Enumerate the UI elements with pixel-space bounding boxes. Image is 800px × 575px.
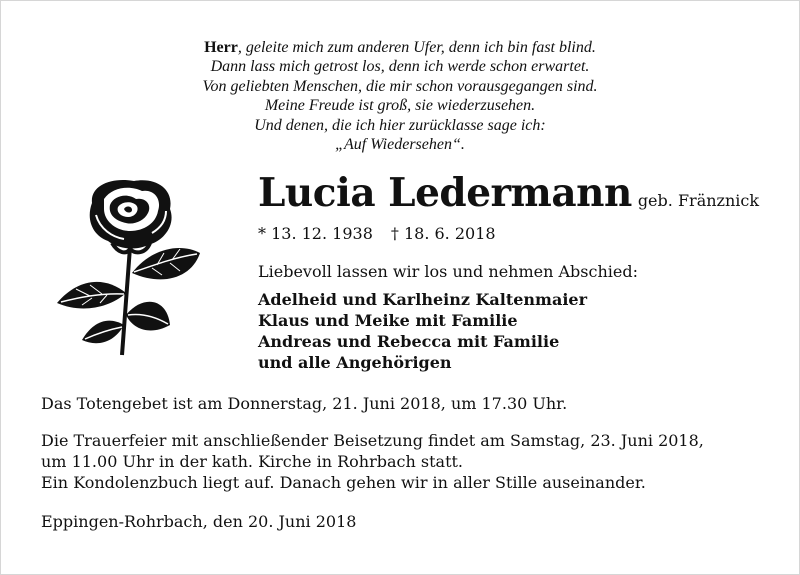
- mourner: und alle Angehörigen: [258, 353, 452, 372]
- place-and-date: [41, 511, 356, 532]
- life-dates: [258, 224, 496, 243]
- mourners-list: [258, 289, 587, 373]
- poem-line-3: Von geliebten Menschen, die mir schon vorausgegangen sind.: [202, 77, 598, 95]
- rose-icon: [52, 175, 212, 360]
- funeral-line-1: Die Trauerfeier mit anschließender Beisetzung findet am Samstag, 23. Juni 2018,: [41, 431, 704, 450]
- poem-line-6: „Auf Wiedersehen“.: [335, 136, 465, 154]
- funeral-line-3: Ein Kondolenzbuch liegt auf. Danach gehen wir in aller Stille auseinander.: [41, 473, 646, 492]
- deceased-name: Lucia Ledermann: [258, 170, 632, 216]
- birth-date: * 13. 12. 1938: [258, 224, 373, 243]
- maiden-name: geb. Fränznick: [637, 191, 760, 210]
- poem-lead-word: Herr: [204, 39, 238, 56]
- prayer-line: Das Totengebet ist am Donnerstag, 21. Juni 2018, um 17.30 Uhr.: [41, 394, 568, 413]
- mourner: Klaus und Meike mit Familie: [258, 311, 518, 330]
- poem: [0, 38, 800, 154]
- funeral-notice: [41, 430, 704, 493]
- poem-line-5: Und denen, die ich hier zurücklasse sage ich:: [254, 116, 546, 134]
- poem-line-1: [0, 38, 800, 57]
- funeral-line-2: um 11.00 Uhr in der kath. Kirche in Rohrbach statt.: [41, 452, 464, 471]
- mourner: Adelheid und Karlheinz Kaltenmaier: [258, 290, 588, 309]
- poem-line-2: Dann lass mich getrost los, denn ich werde schon erwartet.: [210, 58, 590, 76]
- prayer-notice: [41, 393, 567, 414]
- farewell-line: Liebevoll lassen wir los und nehmen Abschied:: [258, 262, 638, 281]
- deceased-name-row: [258, 170, 759, 216]
- place-date-line: Eppingen-Rohrbach, den 20. Juni 2018: [41, 512, 357, 531]
- death-date: † 18. 6. 2018: [390, 224, 496, 243]
- poem-line-4: Meine Freude ist groß, sie wiederzusehen.: [264, 97, 536, 115]
- mourner: Andreas und Rebecca mit Familie: [258, 332, 560, 351]
- poem-line-1-rest: , geleite mich zum anderen Ufer, denn ich bin fast blind.: [237, 39, 596, 56]
